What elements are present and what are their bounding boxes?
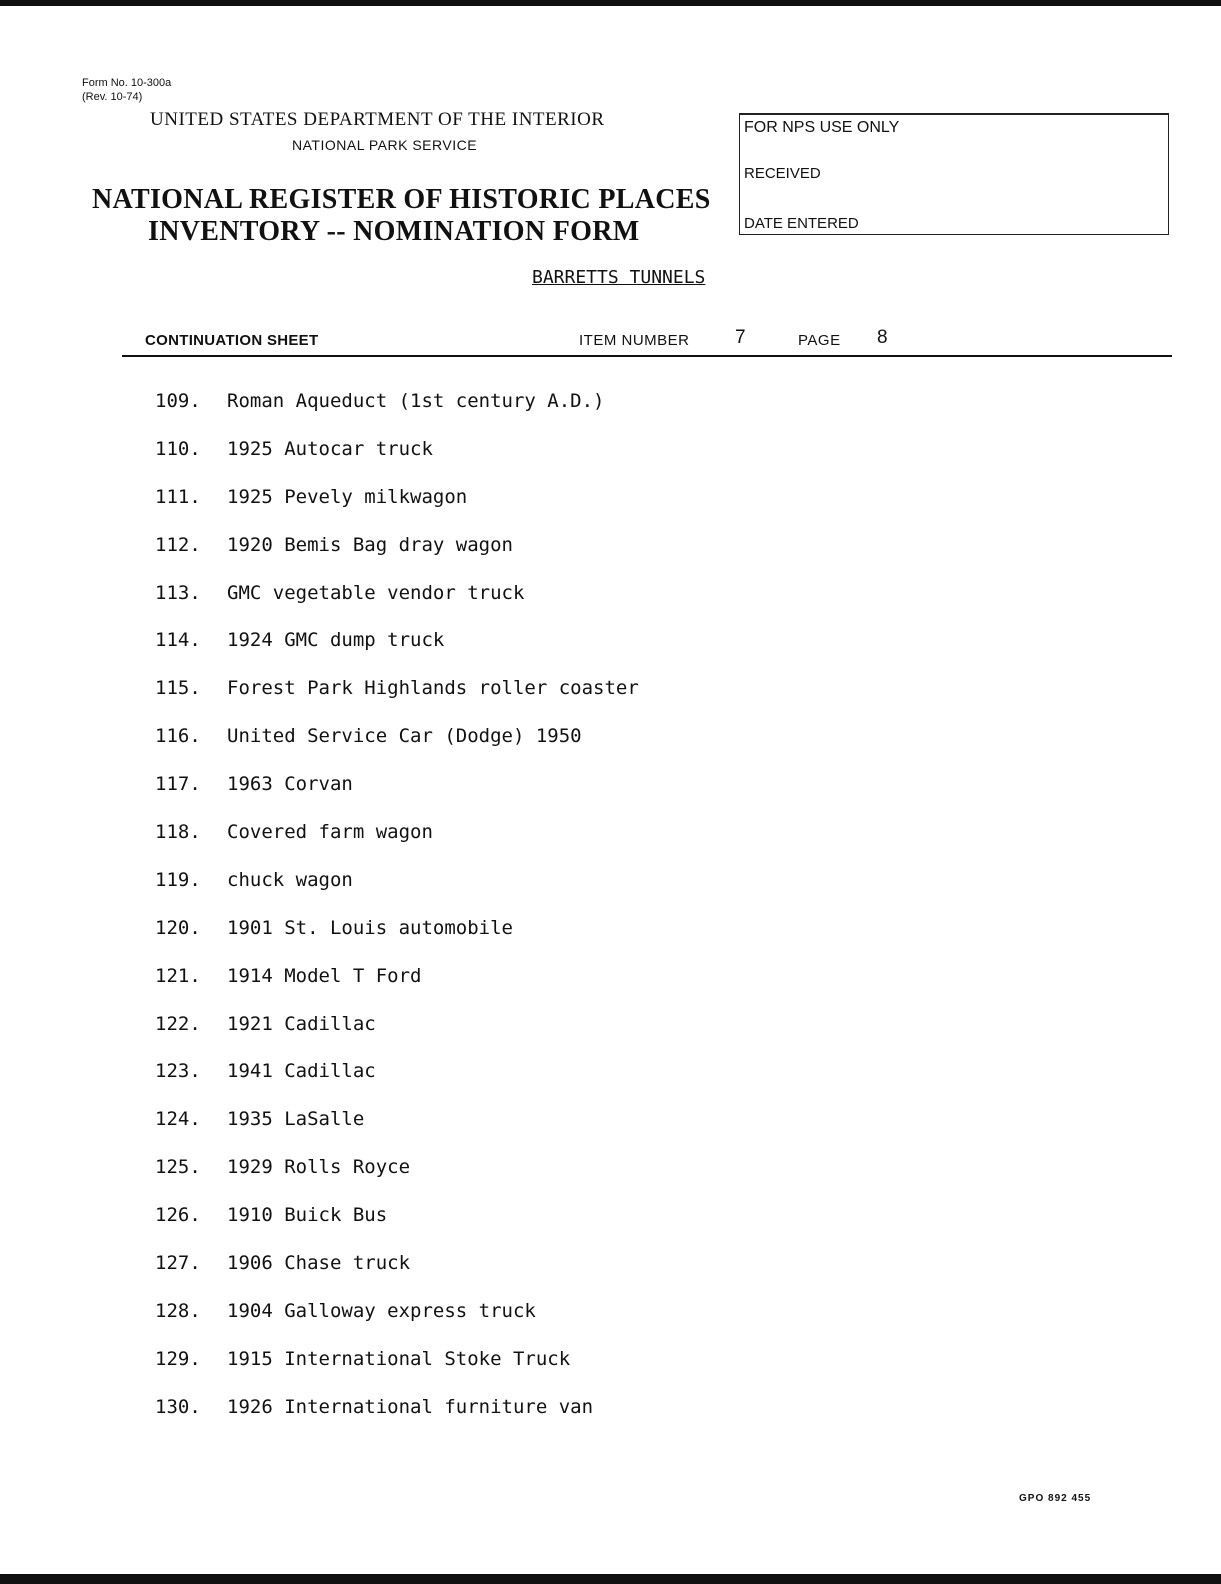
item-number: 127. (155, 1252, 201, 1275)
list-item (155, 674, 639, 722)
item-number: 114. (155, 629, 201, 652)
list-item (155, 1105, 639, 1153)
list-item (155, 866, 639, 914)
item-number: 126. (155, 1204, 201, 1227)
list-item (155, 579, 639, 627)
list-item (155, 387, 639, 435)
item-text: chuck wagon (227, 868, 353, 891)
item-number: 118. (155, 821, 201, 844)
item-text: 1963 Corvan (227, 773, 353, 796)
form-no-line: Form No. 10-300a (82, 77, 172, 89)
item-text: 1910 Buick Bus (227, 1204, 388, 1227)
form-title-line2: INVENTORY -- NOMINATION FORM (148, 216, 640, 247)
item-number: 128. (155, 1299, 201, 1322)
item-number: 121. (155, 964, 201, 987)
list-item (155, 483, 639, 531)
received-label: RECEIVED (744, 165, 821, 182)
item-number: 111. (155, 485, 201, 508)
item-number: 109. (155, 390, 201, 412)
list-item (155, 818, 639, 866)
item-number: 130. (155, 1395, 201, 1418)
item-number: 116. (155, 725, 201, 748)
list-item (155, 1010, 639, 1058)
list-item (155, 1201, 639, 1249)
list-item (155, 962, 639, 1010)
item-text: 1926 International furniture van (227, 1395, 594, 1418)
list-item (155, 722, 639, 770)
inventory-list (155, 387, 639, 1441)
list-item (155, 1153, 639, 1201)
item-text: Forest Park Highlands roller coaster (227, 677, 639, 700)
service-name: NATIONAL PARK SERVICE (292, 137, 478, 153)
item-text: 1935 LaSalle (227, 1108, 365, 1131)
item-number: 129. (155, 1347, 201, 1370)
item-text: 1904 Galloway express truck (227, 1299, 536, 1322)
item-text: 1925 Pevely milkwagon (227, 485, 468, 508)
site-name: BARRETTS TUNNELS (532, 267, 706, 288)
item-text: 1915 International Stoke Truck (227, 1347, 571, 1370)
item-number: 110. (155, 437, 201, 460)
item-text: 1925 Autocar truck (227, 437, 433, 460)
nps-use-only-box (739, 113, 1169, 235)
list-item (155, 770, 639, 818)
item-text: Roman Aqueduct (1st century A.D.) (227, 390, 605, 412)
item-number: 112. (155, 533, 201, 556)
item-text: GMC vegetable vendor truck (227, 581, 525, 604)
item-number: 117. (155, 773, 201, 796)
item-number: 119. (155, 868, 201, 891)
item-text: 1924 GMC dump truck (227, 629, 445, 652)
item-number: 113. (155, 581, 201, 604)
form-number (82, 76, 171, 104)
header-divider (122, 355, 1172, 357)
continuation-sheet-label: CONTINUATION SHEET (145, 332, 319, 349)
item-number: 115. (155, 677, 201, 700)
item-text: 1941 Cadillac (227, 1060, 376, 1083)
top-scan-edge (0, 0, 1221, 6)
item-number-label: ITEM NUMBER (579, 332, 690, 349)
list-item (155, 435, 639, 483)
list-item (155, 531, 639, 579)
nps-use-only-label: FOR NPS USE ONLY (744, 119, 900, 136)
item-number-value: 7 (735, 327, 746, 348)
item-text: 1921 Cadillac (227, 1012, 376, 1035)
list-item (155, 1297, 639, 1345)
item-number: 123. (155, 1060, 201, 1083)
item-text: 1914 Model T Ford (227, 964, 422, 987)
bottom-scan-edge (0, 1574, 1221, 1584)
gpo-code: GPO 892 455 (1019, 1493, 1092, 1504)
item-number: 122. (155, 1012, 201, 1035)
list-item (155, 1249, 639, 1297)
department-name: UNITED STATES DEPARTMENT OF THE INTERIOR (150, 109, 605, 130)
form-rev-line: (Rev. 10-74) (82, 91, 143, 103)
item-text: 1920 Bemis Bag dray wagon (227, 533, 513, 556)
item-text: 1929 Rolls Royce (227, 1156, 411, 1179)
item-number: 125. (155, 1156, 201, 1179)
item-text: Covered farm wagon (227, 821, 433, 844)
list-item (155, 1393, 639, 1441)
item-text: 1901 St. Louis automobile (227, 916, 513, 939)
item-number: 120. (155, 916, 201, 939)
form-title-line1: NATIONAL REGISTER OF HISTORIC PLACES (92, 184, 711, 215)
list-item (155, 914, 639, 962)
item-text: 1906 Chase truck (227, 1252, 411, 1275)
date-entered-label: DATE ENTERED (744, 215, 859, 232)
list-item (155, 626, 639, 674)
list-item (155, 1057, 639, 1105)
item-number: 124. (155, 1108, 201, 1131)
page-value: 8 (877, 327, 888, 348)
item-text: United Service Car (Dodge) 1950 (227, 725, 582, 748)
list-item (155, 1345, 639, 1393)
page-label: PAGE (798, 332, 841, 349)
